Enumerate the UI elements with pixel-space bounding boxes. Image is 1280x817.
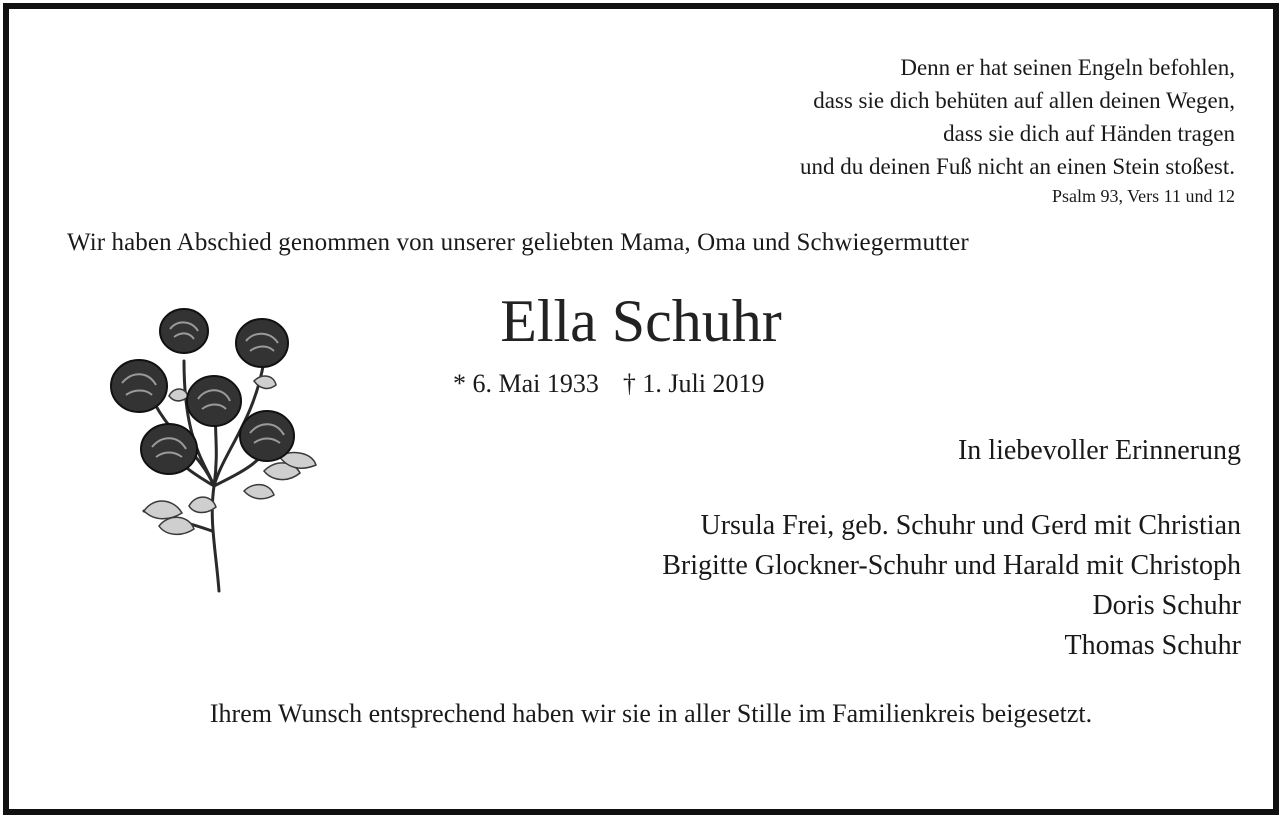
family-member: Brigitte Glockner-Schuhr und Harald mit Christoph: [662, 550, 1241, 581]
intro-text: Wir haben Abschied genommen von unserer geliebten Mama, Oma und Schwiegermutter: [67, 229, 969, 256]
verse-line: dass sie dich behüten auf allen deinen Wegen,: [813, 88, 1235, 113]
memory-line: In liebevoller Erinnerung: [957, 435, 1241, 466]
family-member: Thomas Schuhr: [1064, 630, 1241, 661]
deceased-name: Ella Schuhr: [500, 288, 782, 354]
life-dates: [453, 369, 764, 399]
psalm-verse: [800, 51, 1235, 207]
closing-text: Ihrem Wunsch entsprechend haben wir sie in aller Stille im Familienkreis beigesetzt.: [209, 699, 1093, 728]
verse-line: Denn er hat seinen Engeln befohlen,: [900, 55, 1235, 80]
family-list: [662, 506, 1241, 666]
family-member: Ursula Frei, geb. Schuhr und Gerd mit Christian: [700, 510, 1241, 541]
verse-line: dass sie dich auf Händen tragen: [943, 121, 1235, 146]
rose-bouquet-icon: [104, 301, 334, 601]
obituary-card: [3, 3, 1279, 815]
family-member: Doris Schuhr: [1092, 590, 1241, 621]
verse-line: und du deinen Fuß nicht an einen Stein stoßest.: [799, 154, 1235, 179]
death-date: † 1. Juli 2019: [622, 369, 765, 398]
birth-date: * 6. Mai 1933: [453, 369, 599, 398]
verse-reference: Psalm 93, Vers 11 und 12: [1051, 186, 1235, 206]
